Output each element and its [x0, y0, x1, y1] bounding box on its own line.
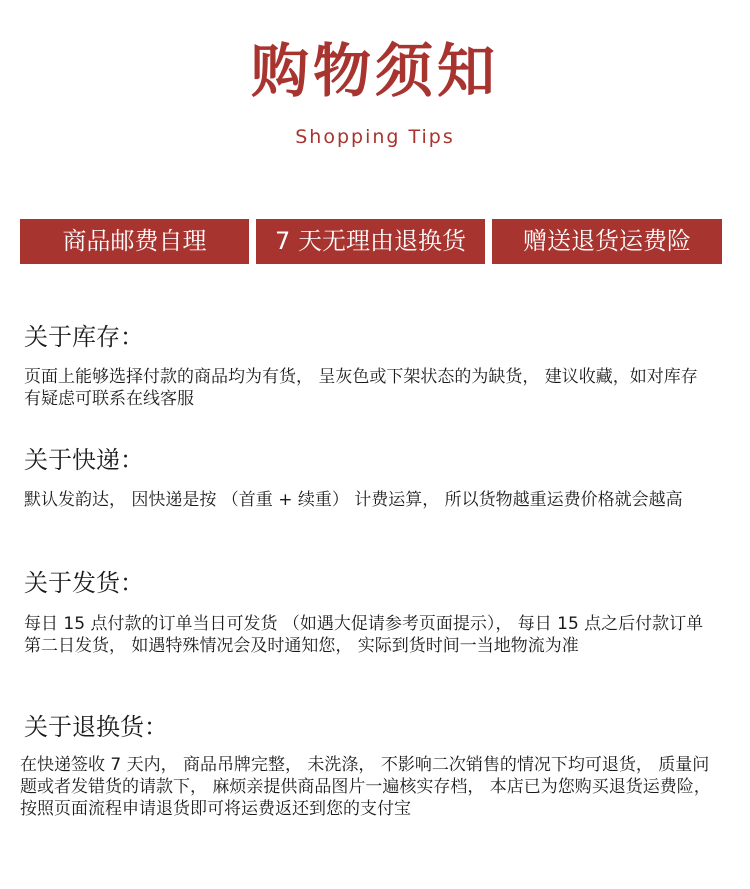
page-title: 购物须知 [250, 37, 499, 105]
badge-seven-day-return: 7 天无理由退换货 [256, 219, 485, 264]
section-delivery [24, 445, 714, 511]
feature-badges [20, 219, 722, 264]
section-heading: 关于退换货： [24, 713, 168, 741]
section-body: 每日 15 点付款的订单当日可发货 （如遇大促请参考页面提示）， 每日 15 点之后付款订单第二日发货， 如遇特殊情况会及时通知您， 实际到货时间一当地物流为准 [24, 614, 704, 656]
badge-shipping-fee: 商品邮费自理 [20, 219, 249, 264]
badge-return-insurance: 赠送退货运费险 [492, 219, 722, 264]
section-heading: 关于库存： [24, 323, 144, 351]
section-body: 在快递签收 7 天内， 商品吊牌完整， 未洗涤， 不影响二次销售的情况下均可退货， 质量问题或者发错货的请款下， 麻烦亲提供商品图片一遍核实存档， 本店已为您购买退货运费险， 按照页面流程申请退货即可将运费返还到您的支付宝 [20, 755, 711, 819]
section-body: 页面上能够选择付款的商品均为有货， 呈灰色或下架状态的为缺货， 建议收藏，如对库存有疑虑可联系在线客服 [24, 367, 698, 409]
section-inventory [24, 322, 714, 410]
section-returns [20, 712, 720, 820]
section-shipping [24, 568, 714, 657]
section-heading: 关于快递： [24, 446, 144, 474]
section-body: 默认发韵达， 因快递是按 （首重 + 续重） 计费运算， 所以货物越重运费价格就会越高 [24, 490, 683, 510]
page-subtitle: Shopping Tips [295, 126, 455, 148]
section-heading: 关于发货： [24, 569, 144, 597]
